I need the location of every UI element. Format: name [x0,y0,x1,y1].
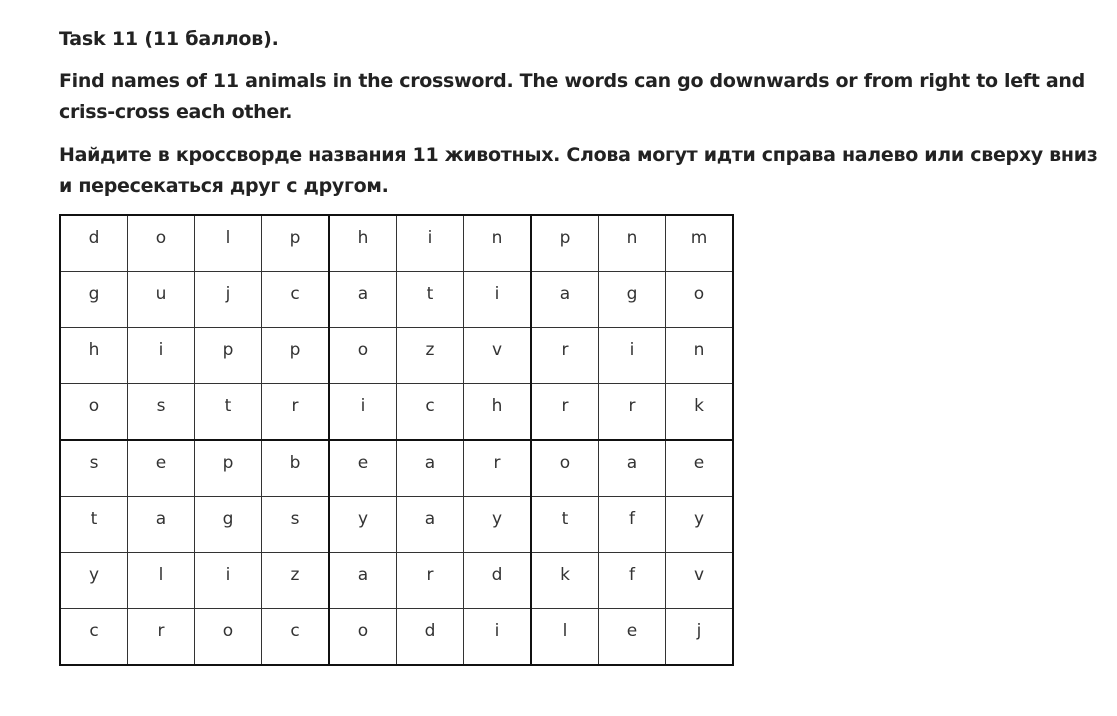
crossword-letter: a [559,284,571,304]
crossword-cell [397,553,464,609]
crossword-cell [195,272,262,328]
crossword-cell [599,215,666,272]
crossword-letter: k [694,396,704,416]
crossword-cell [531,384,599,441]
crossword-letter: k [560,565,570,585]
instruction-russian: Найдите в кроссворде названия 11 животных. Слова могут идти справа налево или сверху вниз и пересекаться друг с другом. [59,144,1098,197]
crossword-letter: i [494,621,500,641]
crossword-row [60,553,733,609]
crossword-cell [329,497,397,553]
crossword-cell [666,440,734,497]
crossword-letter: o [559,453,571,473]
crossword-cell [531,440,599,497]
crossword-letter: d [491,565,503,585]
crossword-letter: o [88,396,100,416]
crossword-letter: o [155,228,167,248]
crossword-letter: m [690,228,708,248]
crossword-letter: n [626,228,638,248]
crossword-letter: b [289,453,301,473]
crossword-cell [262,497,330,553]
crossword-cell [666,328,734,384]
crossword-letter: f [629,565,635,585]
crossword-cell [60,272,128,328]
crossword-letter: t [426,284,434,304]
crossword-cell [262,215,330,272]
crossword-cell [60,328,128,384]
crossword-letter: s [156,396,166,416]
crossword-letter: r [291,396,299,416]
crossword-row [60,272,733,328]
crossword-letter: r [561,340,569,360]
crossword-cell [195,553,262,609]
crossword-letter: h [491,396,503,416]
crossword-letter: j [225,284,231,304]
crossword-cell [666,497,734,553]
crossword-letter: p [222,340,234,360]
crossword-cell [464,328,532,384]
crossword-cell [60,384,128,441]
crossword-letter: y [693,509,705,529]
crossword-letter: s [290,509,300,529]
crossword-letter: l [158,565,164,585]
crossword-letter: h [357,228,369,248]
crossword-cell [128,215,195,272]
crossword-cell [329,384,397,441]
crossword-cell [531,215,599,272]
crossword-cell [531,497,599,553]
crossword-cell [599,328,666,384]
crossword-cell [397,440,464,497]
crossword-letter: a [155,509,167,529]
crossword-cell [599,440,666,497]
crossword-letter: c [290,284,300,304]
crossword-letter: l [225,228,231,248]
crossword-cell [60,553,128,609]
crossword-cell [397,215,464,272]
crossword-row [60,609,733,666]
crossword-letter: r [628,396,636,416]
crossword-letter: h [88,340,100,360]
crossword-letter: d [88,228,100,248]
crossword-cell [329,553,397,609]
crossword-letter: c [89,621,99,641]
crossword-cell [128,384,195,441]
crossword-letter: p [289,340,301,360]
crossword-cell [195,497,262,553]
crossword-cell [128,272,195,328]
crossword-cell [195,440,262,497]
crossword-letter: o [357,621,369,641]
crossword-cell [329,609,397,666]
crossword-letter: e [357,453,369,473]
crossword-cell [464,272,532,328]
crossword-row [60,497,733,553]
crossword-cell [262,328,330,384]
crossword-letter: y [491,509,503,529]
crossword-cell [128,553,195,609]
crossword-row [60,328,733,384]
crossword-letter: i [158,340,164,360]
crossword-letter: n [491,228,503,248]
crossword-letter: a [357,565,369,585]
crossword-cell [397,497,464,553]
crossword-cell [464,440,532,497]
crossword-cell [128,440,195,497]
crossword-cell [599,384,666,441]
crossword-cell [464,497,532,553]
crossword-cell [599,609,666,666]
crossword-letter: y [88,565,100,585]
crossword-cell [329,440,397,497]
crossword-letter: d [424,621,436,641]
crossword-letter: v [693,565,705,585]
crossword-cell [599,272,666,328]
crossword-letter: o [693,284,705,304]
crossword-cell [128,497,195,553]
crossword-letter: l [562,621,568,641]
crossword-letter: t [224,396,232,416]
crossword-cell [262,384,330,441]
crossword-cell [262,272,330,328]
crossword-cell [666,384,734,441]
crossword-letter: e [626,621,638,641]
crossword-letter: a [357,284,369,304]
crossword-cell [666,553,734,609]
crossword-cell [329,215,397,272]
crossword-cell [329,272,397,328]
crossword-letter: c [425,396,435,416]
crossword-letter: i [629,340,635,360]
crossword-letter: v [491,340,503,360]
crossword-cell [666,609,734,666]
crossword-letter: g [88,284,100,304]
crossword-cell [531,328,599,384]
crossword-letter: a [424,453,436,473]
crossword-cell [531,272,599,328]
crossword-letter: i [427,228,433,248]
crossword-cell [60,215,128,272]
crossword-cell [128,609,195,666]
task-content [59,24,1109,666]
crossword-cell [464,609,532,666]
crossword-letter: g [222,509,234,529]
crossword-cell [60,497,128,553]
crossword-letter: p [289,228,301,248]
crossword-letter: e [693,453,705,473]
crossword-cell [666,215,734,272]
crossword-letter: t [561,509,569,529]
crossword-cell [195,328,262,384]
crossword-cell [599,553,666,609]
crossword-letter: r [157,621,165,641]
crossword-cell [128,328,195,384]
crossword-letter: t [90,509,98,529]
crossword-cell [464,384,532,441]
crossword-letter: p [559,228,571,248]
crossword-letter: p [222,453,234,473]
crossword-cell [60,440,128,497]
crossword-letter: u [155,284,167,304]
crossword-cell [397,272,464,328]
crossword-row [60,215,733,272]
crossword-letter: c [290,621,300,641]
crossword-cell [531,609,599,666]
crossword-letter: o [357,340,369,360]
crossword-cell [599,497,666,553]
crossword-letter: z [425,340,435,360]
crossword-cell [262,440,330,497]
crossword-letter: r [561,396,569,416]
crossword-letter: a [626,453,638,473]
crossword-cell [262,553,330,609]
crossword-letter: r [426,565,434,585]
crossword-letter: a [424,509,436,529]
crossword-cell [666,272,734,328]
crossword-letter: j [696,621,702,641]
crossword-letter: i [494,284,500,304]
crossword-cell [195,609,262,666]
crossword-letter: f [629,509,635,529]
crossword-letter: i [225,565,231,585]
crossword-letter: o [222,621,234,641]
crossword-letter: z [290,565,300,585]
crossword-cell [397,609,464,666]
crossword-letter: r [493,453,501,473]
crossword-grid [59,214,734,666]
crossword-row [60,440,733,497]
crossword-letter: y [357,509,369,529]
crossword-letter: e [155,453,167,473]
crossword-letter: s [89,453,99,473]
crossword-cell [262,609,330,666]
crossword-cell [464,553,532,609]
task-title: Task 11 (11 баллов). [59,28,279,50]
crossword-cell [397,328,464,384]
crossword-letter: g [626,284,638,304]
crossword-cell [531,553,599,609]
crossword-cell [397,384,464,441]
crossword-letter: n [693,340,705,360]
crossword-row [60,384,733,441]
instruction-english: Find names of 11 animals in the crossword. The words can go downwards or from right to left and criss-cross each other. [59,70,1085,123]
crossword-cell [329,328,397,384]
crossword-letter: i [360,396,366,416]
crossword-cell [195,215,262,272]
crossword-cell [195,384,262,441]
crossword-cell [60,609,128,666]
crossword-cell [464,215,532,272]
